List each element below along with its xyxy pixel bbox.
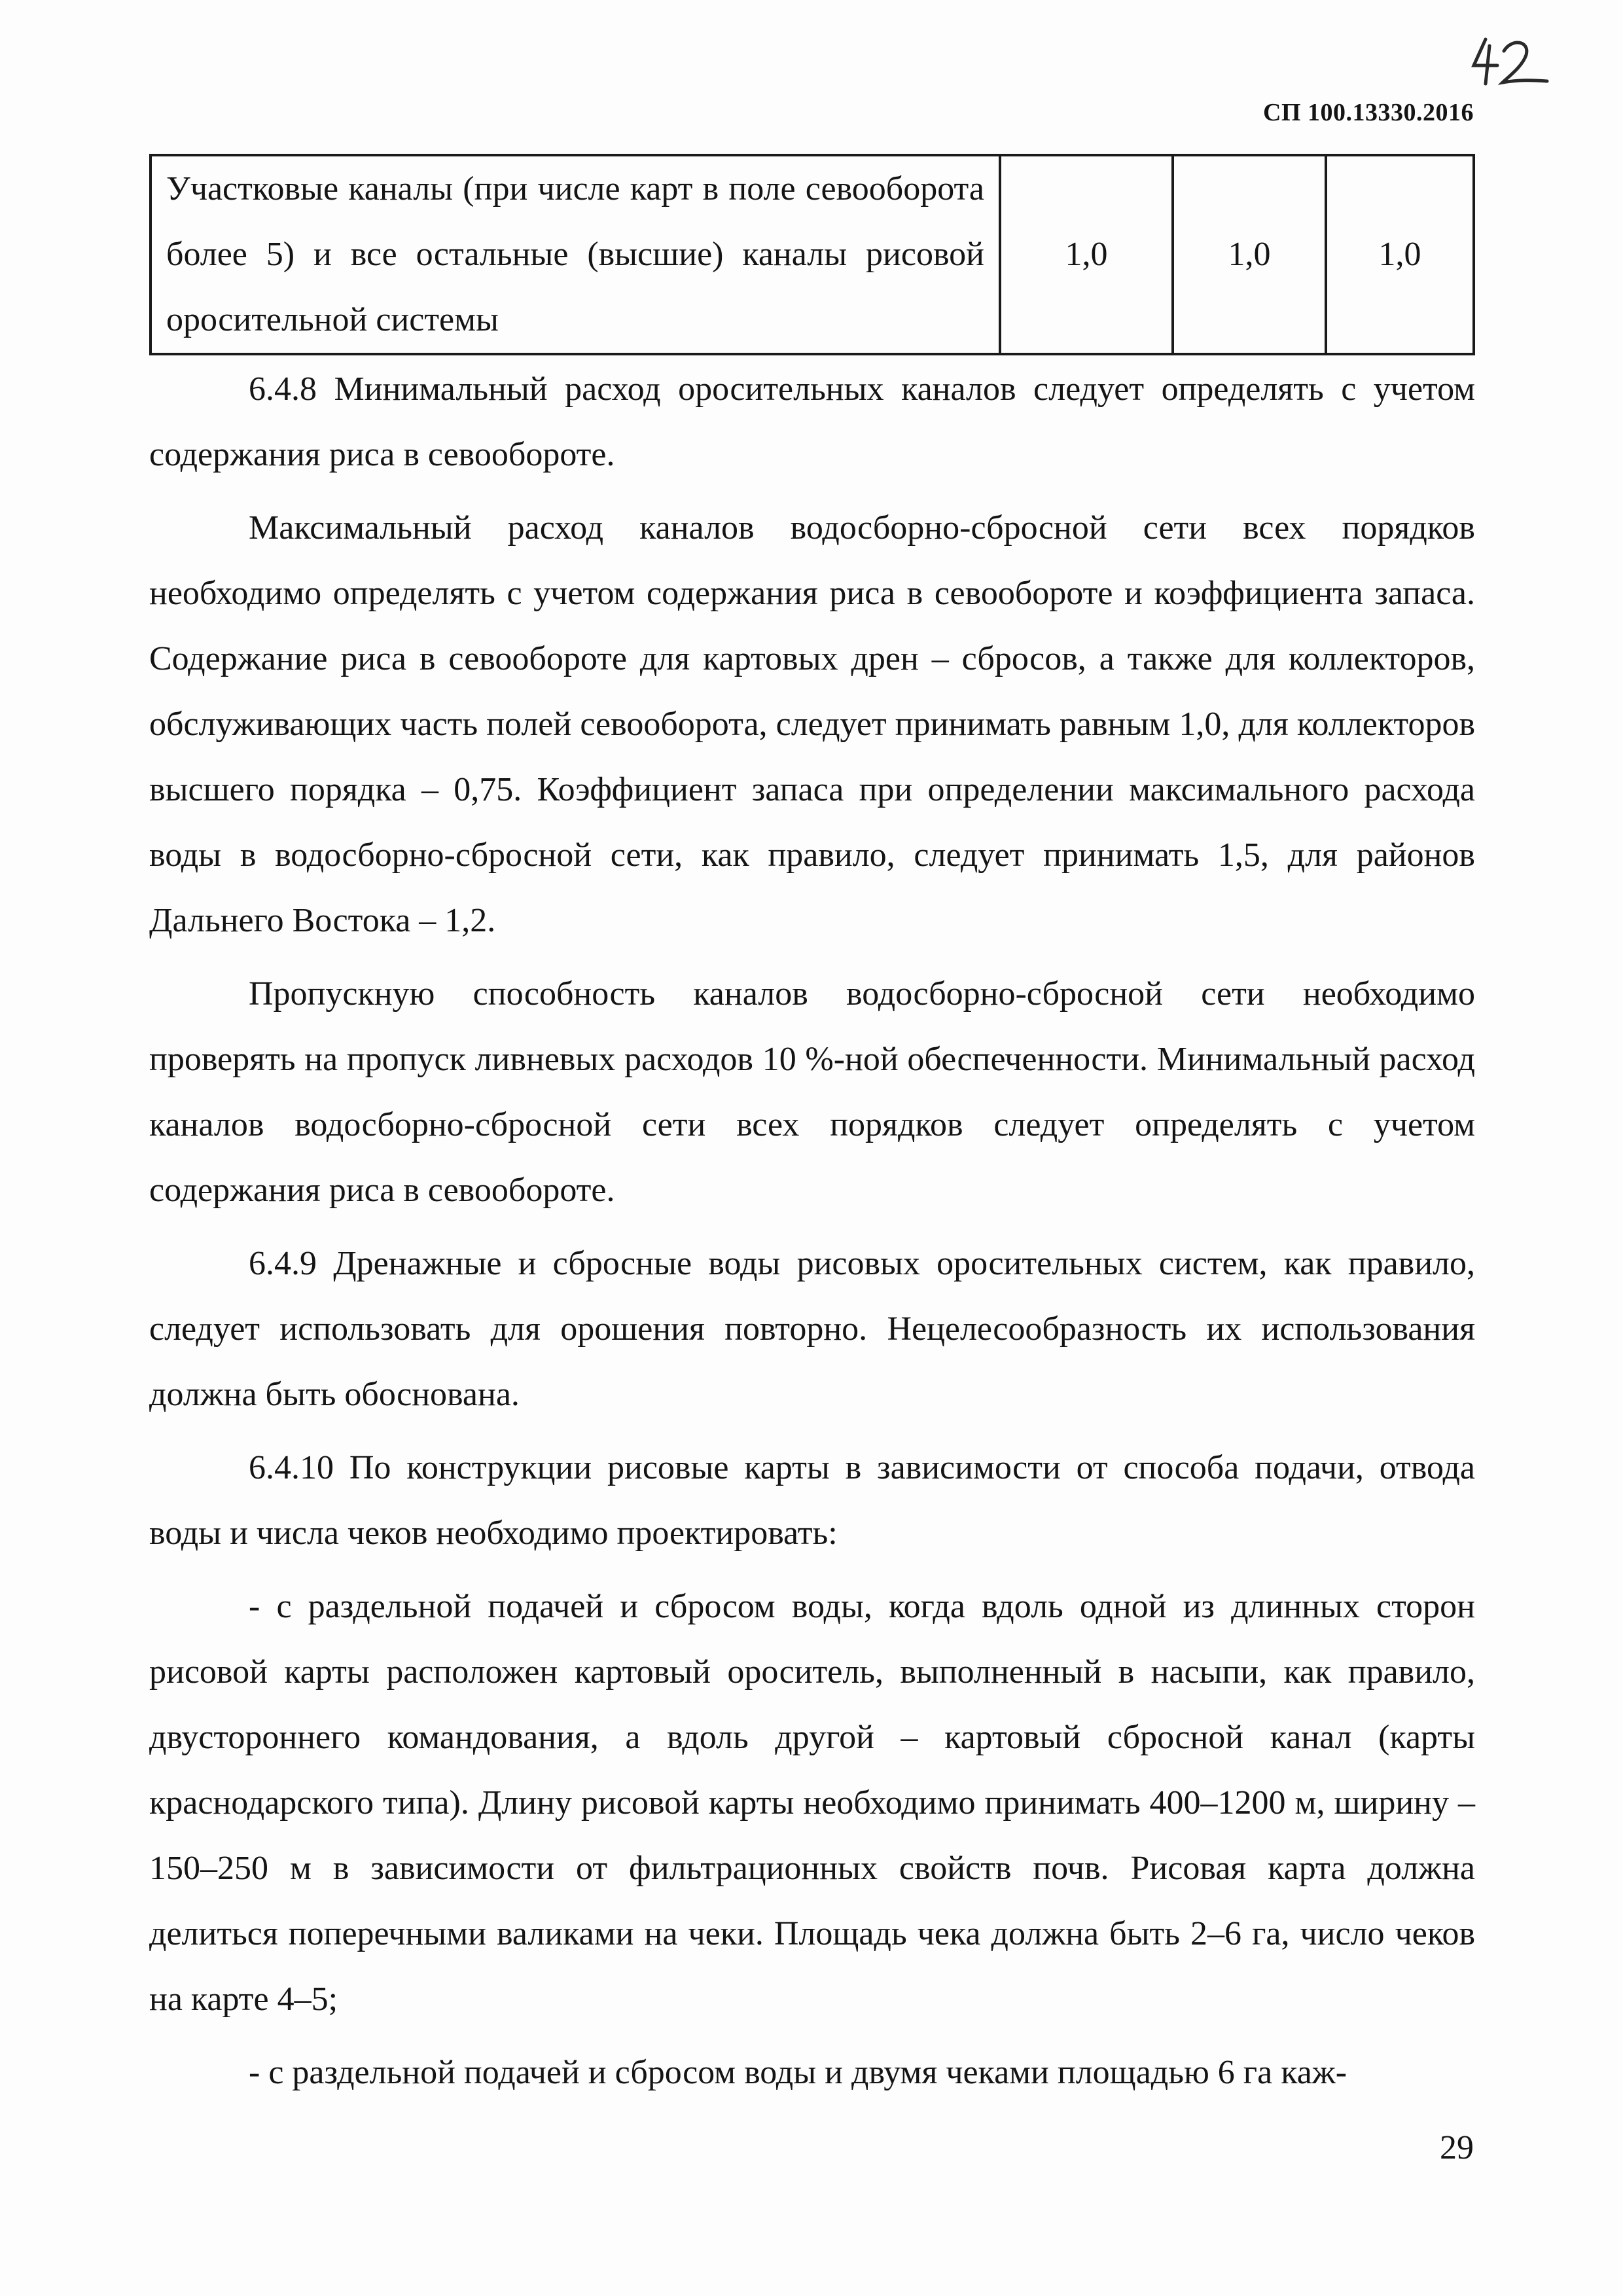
list-item: - с раздельной подачей и сбросом воды и двумя чеками площадью 6 га каж- xyxy=(249,2054,1347,2091)
document-code: СП 100.13330.2016 xyxy=(1263,99,1474,126)
table-row xyxy=(151,155,1474,354)
table-cell-value: 1,0 xyxy=(1326,155,1474,354)
handwritten-page-number xyxy=(1466,26,1551,92)
paragraph-6-4-10: 6.4.10 По конструкции рисовые карты в зависимости от способа подачи, отвода воды и числа чеков необходимо проектировать: xyxy=(149,1449,1475,1552)
table-cell-value: 1,0 xyxy=(1000,155,1173,354)
list-item: - с раздельной подачей и сбросом воды, когда вдоль одной из длинных сторон рисовой карты расположен картовый ороситель, выполненный в насыпи, как правило, двустороннего командования, а вдоль другой – картовый сбросной канал (карты краснодарского типа). Длину рисовой карты необходимо принимать 400–1200 м, ширину – 150–250 м в зависимости от фильтрационных свойств почв. Рисовая карта должна делиться поперечными валиками на чеки. Площадь чека должна быть 2–6 га, число чеков на карте 4–5; xyxy=(149,1588,1475,2018)
body-text xyxy=(149,357,1475,2113)
norm-table xyxy=(149,154,1475,355)
paragraph-6-4-9: 6.4.9 Дренажные и сбросные воды рисовых оросительных систем, как правило, следует использовать для орошения повторно. Нецелесообразность их использования должна быть обоснована. xyxy=(149,1245,1475,1413)
paragraph: Пропускную способность каналов водосборно-сбросной сети необходимо проверять на пропуск ливневых расходов 10 %-ной обеспеченности. Минимальный расход каналов водосборно-сбросной сети всех порядков следует определять с учетом содержания риса в севообороте. xyxy=(149,975,1475,1209)
table-cell-value: 1,0 xyxy=(1173,155,1326,354)
paragraph: Максимальный расход каналов водосборно-сбросной сети всех порядков необходимо определять с учетом содержания риса в севообороте и коэффициента запаса. Содержание риса в севообороте для картовых дрен – сбросов, а также для коллекторов, обслуживающих часть полей севооборота, следует принимать равным 1,0, для коллекторов высшего порядка – 0,75. Коэффициент запаса при определении максимального расхода воды в водосборно-сбросной сети, как правило, следует принимать 1,5, для районов Дальнего Востока – 1,2. xyxy=(149,509,1475,939)
paragraph-6-4-8: 6.4.8 Минимальный расход оросительных каналов следует определять с учетом содержания риса в севообороте. xyxy=(149,370,1475,473)
table-cell-description: Участковые каналы (при числе карт в поле севооборота более 5) и все остальные (высшие) каналы рисовой оросительной системы xyxy=(151,155,1000,354)
page-number: 29 xyxy=(1440,2129,1474,2166)
